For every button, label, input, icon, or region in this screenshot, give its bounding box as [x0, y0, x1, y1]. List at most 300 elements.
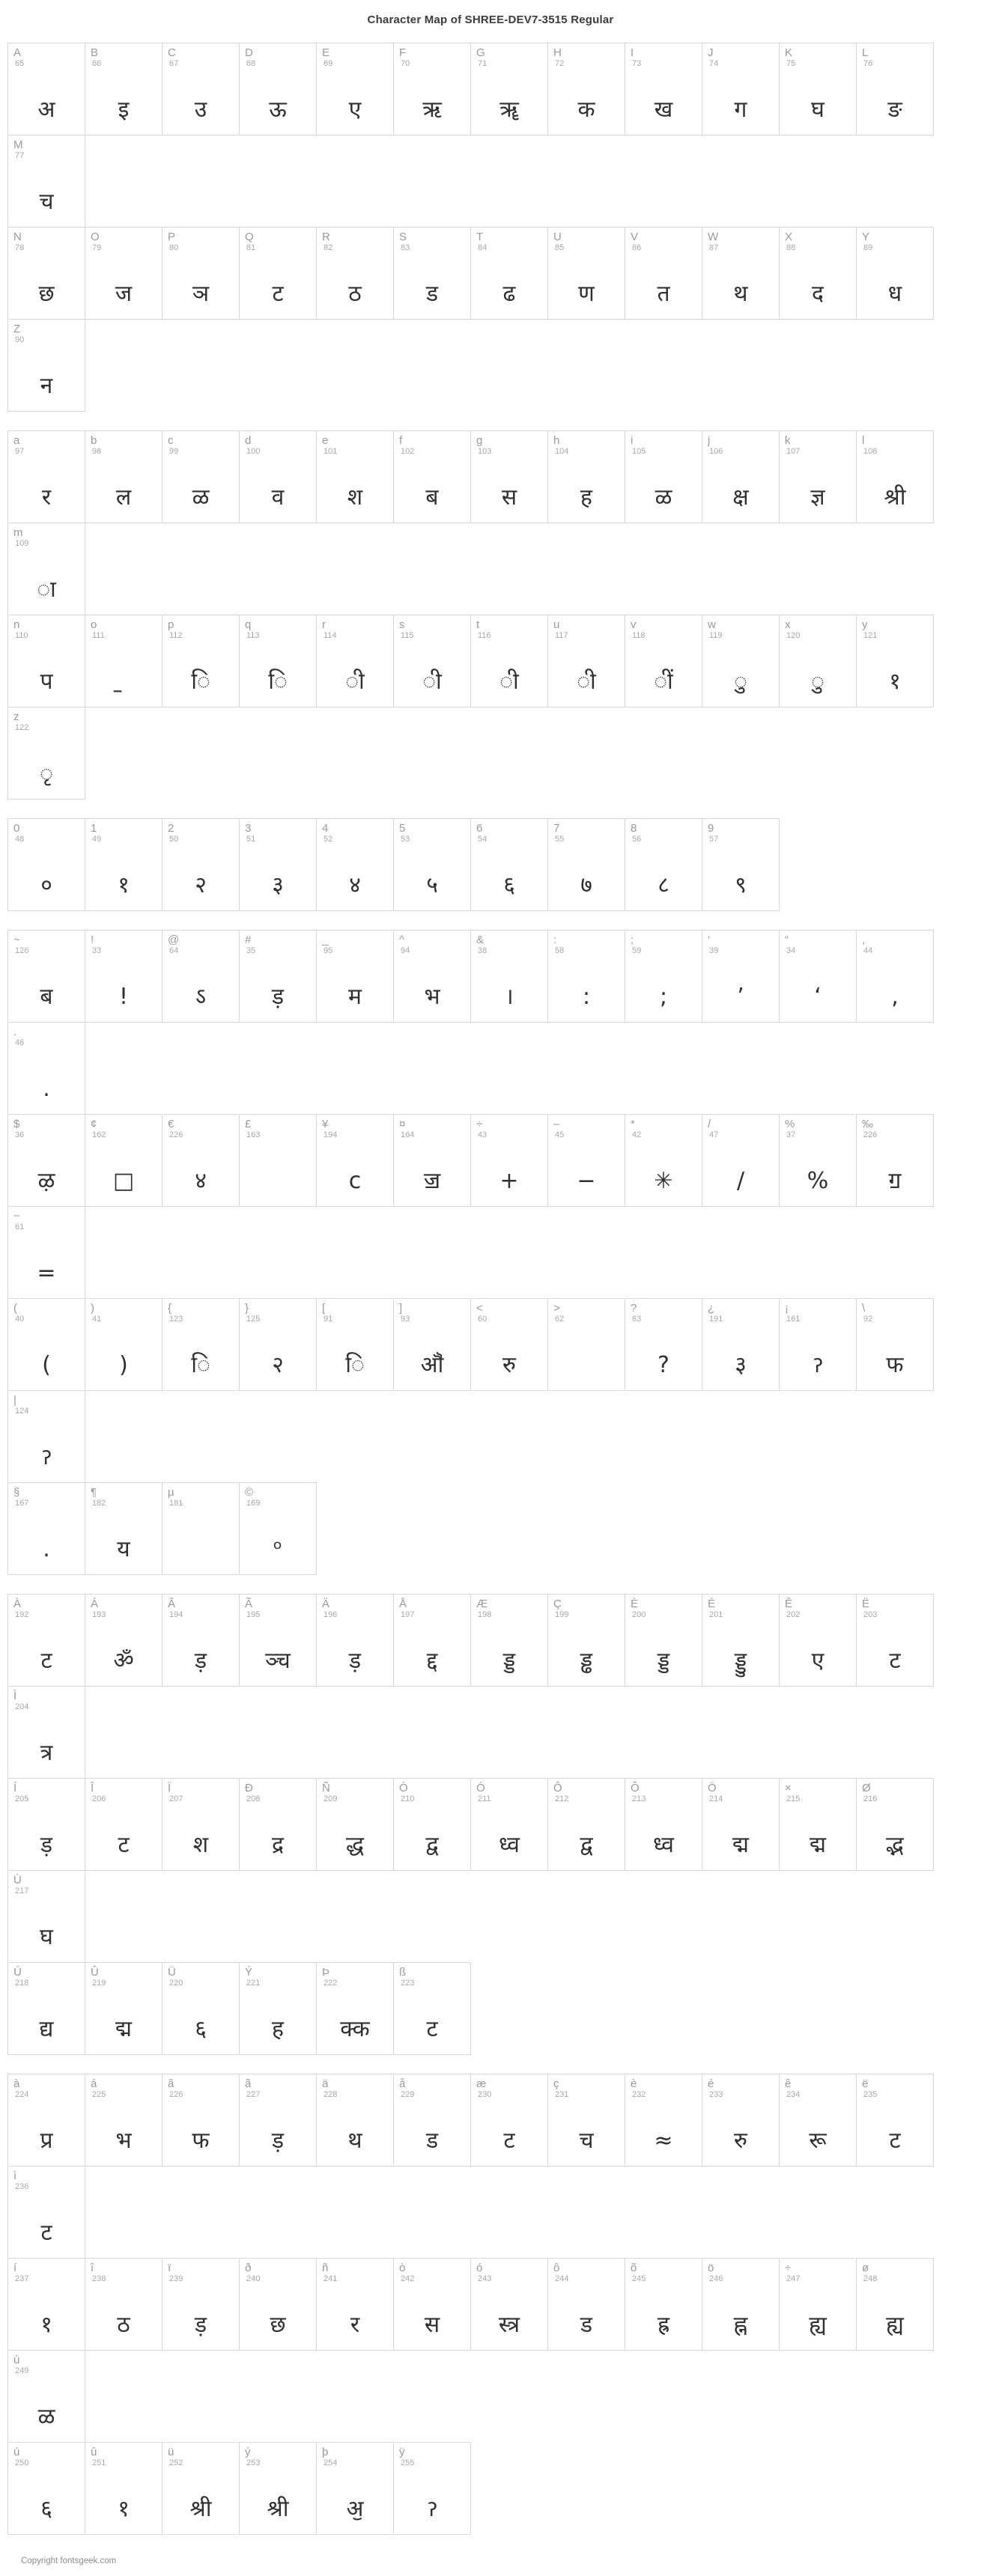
char-code-label: Õ [631, 1782, 640, 1794]
char-code-label: Û [91, 1966, 99, 1979]
char-glyph: अ [37, 97, 55, 123]
char-cell[interactable] [625, 930, 702, 1023]
char-cell[interactable] [625, 1778, 702, 1871]
char-glyph: ि [191, 1352, 210, 1378]
char-cell[interactable] [856, 615, 934, 707]
char-cell[interactable] [547, 930, 625, 1023]
char-cell[interactable] [162, 615, 240, 707]
char-cell[interactable] [547, 818, 625, 911]
char-code-label: O [91, 231, 100, 243]
char-code-number: 217 [15, 1887, 29, 1896]
char-cell[interactable] [85, 1482, 163, 1575]
char-cell[interactable] [393, 930, 471, 1023]
char-cell[interactable] [7, 2442, 85, 2535]
char-code-label: 4 [322, 822, 329, 835]
char-cell[interactable] [393, 818, 471, 911]
char-cell[interactable] [702, 227, 780, 320]
char-cell[interactable] [316, 227, 394, 320]
char-code-label: ( [13, 1302, 17, 1315]
char-cell[interactable] [316, 2074, 394, 2167]
char-cell[interactable] [85, 1962, 163, 2055]
char-cell[interactable] [85, 2074, 163, 2167]
char-code-label: å [399, 2077, 406, 2090]
char-code-label: õ [631, 2262, 637, 2274]
char-code-number: 212 [555, 1794, 569, 1803]
char-glyph: ऋ [422, 97, 442, 123]
char-code-number: 195 [246, 1610, 261, 1619]
char-cell[interactable] [7, 1962, 85, 2055]
char-glyph: ड़ [40, 1832, 53, 1858]
char-code-number: 112 [169, 631, 183, 640]
char-row [7, 615, 974, 799]
char-code-label: Ü [168, 1966, 176, 1979]
char-glyph: प [40, 669, 53, 695]
char-cell[interactable] [239, 2074, 317, 2167]
char-cell[interactable] [393, 2442, 471, 2535]
char-cell[interactable] [85, 43, 163, 136]
char-cell[interactable] [470, 2258, 548, 2351]
char-cell[interactable] [547, 1114, 625, 1207]
char-glyph: ऽ [195, 984, 206, 1010]
char-cell[interactable] [239, 818, 317, 911]
char-cell[interactable] [85, 930, 163, 1023]
char-cell[interactable] [316, 43, 394, 136]
char-cell[interactable] [85, 227, 163, 320]
char-glyph: द [812, 281, 824, 307]
char-code-label: ù [13, 2354, 20, 2366]
char-glyph: . [43, 1076, 50, 1102]
char-glyph: ञ [192, 281, 210, 307]
char-cell[interactable] [316, 1962, 394, 2055]
char-code-number: 76 [863, 59, 873, 68]
char-glyph: ठ [117, 2312, 130, 2338]
char-code-number: 245 [632, 2274, 646, 2283]
char-cell[interactable] [7, 227, 85, 320]
char-cell[interactable] [702, 818, 780, 911]
char-code-number: 81 [246, 243, 256, 252]
char-cell[interactable] [162, 1778, 240, 1871]
char-cell[interactable] [547, 1594, 625, 1687]
char-cell[interactable] [547, 2074, 625, 2167]
char-cell[interactable] [316, 1298, 394, 1391]
char-code-number: 205 [15, 1794, 29, 1803]
char-code-number: 59 [632, 946, 642, 955]
char-cell[interactable] [85, 818, 163, 911]
char-cell[interactable] [85, 430, 163, 523]
char-cell[interactable] [393, 1114, 471, 1207]
char-cell[interactable] [856, 1594, 934, 1687]
char-cell[interactable] [779, 227, 857, 320]
char-cell[interactable] [470, 1298, 548, 1391]
char-glyph: ह्य [886, 2312, 904, 2338]
char-cell[interactable] [779, 430, 857, 523]
char-glyph: ॽ [426, 2496, 438, 2522]
char-cell[interactable] [7, 707, 85, 800]
char-glyph: ब [425, 484, 439, 511]
char-glyph: र [350, 2312, 360, 2338]
char-cell[interactable] [7, 1686, 85, 1779]
char-code-number: 51 [246, 835, 256, 844]
char-cell[interactable] [393, 2074, 471, 2167]
char-code-number: 83 [401, 243, 410, 252]
char-glyph: ॼ [423, 1168, 441, 1194]
char-cell[interactable] [7, 319, 85, 412]
char-cell[interactable] [625, 615, 702, 707]
char-glyph: ह्न [733, 2312, 748, 2338]
char-cell[interactable] [856, 1114, 934, 1207]
char-cell[interactable] [393, 1778, 471, 1871]
char-cell[interactable] [702, 1298, 780, 1391]
char-cell[interactable] [239, 930, 317, 1023]
char-cell[interactable] [470, 2074, 548, 2167]
char-glyph: ४ [349, 872, 361, 898]
char-code-number: 86 [632, 243, 642, 252]
char-code-number: 99 [169, 447, 179, 456]
char-cell[interactable] [856, 43, 934, 136]
char-cell[interactable] [239, 227, 317, 320]
char-cell[interactable] [162, 227, 240, 320]
char-cell[interactable] [547, 1778, 625, 1871]
char-cell[interactable] [547, 227, 625, 320]
char-cell[interactable] [779, 1778, 857, 1871]
char-cell[interactable] [856, 2074, 934, 2167]
char-glyph: : [582, 984, 591, 1010]
char-glyph: द्म [732, 1832, 749, 1858]
char-cell[interactable] [393, 2258, 471, 2351]
char-cell[interactable] [239, 43, 317, 136]
char-code-number: 182 [92, 1499, 106, 1508]
char-cell[interactable] [316, 1778, 394, 1871]
char-code-label: Ø [862, 1782, 871, 1794]
char-cell[interactable] [625, 2258, 702, 2351]
char-cell[interactable] [856, 227, 934, 320]
char-cell[interactable] [7, 1298, 85, 1391]
char-cell[interactable] [393, 615, 471, 707]
char-cell[interactable] [7, 2258, 85, 2351]
char-glyph: द्य [39, 2016, 54, 2042]
char-cell[interactable] [702, 930, 780, 1023]
char-cell[interactable] [470, 1594, 548, 1687]
char-glyph: ट [889, 1648, 901, 1674]
char-cell[interactable] [625, 2074, 702, 2167]
char-code-number: 162 [92, 1130, 106, 1139]
char-cell[interactable] [7, 2166, 85, 2259]
char-code-label: Ý [245, 1966, 253, 1979]
char-cell[interactable] [7, 135, 85, 228]
char-code-number: 234 [786, 2090, 801, 2099]
char-cell[interactable] [162, 1962, 240, 2055]
char-cell[interactable] [162, 1482, 240, 1575]
copyright-footer: Copyright fontsgeek.com [21, 2557, 117, 2566]
char-code-label: Ô [553, 1782, 562, 1794]
char-cell[interactable] [625, 1594, 702, 1687]
char-code-number: 35 [246, 946, 256, 955]
char-code-label: v [631, 618, 637, 631]
char-glyph: ॻ [888, 1168, 902, 1194]
char-cell[interactable] [162, 2442, 240, 2535]
char-cell[interactable] [779, 2258, 857, 2351]
char-cell[interactable] [702, 430, 780, 523]
char-cell[interactable] [779, 43, 857, 136]
char-code-number: 102 [401, 447, 415, 456]
char-glyph: द्र [272, 1832, 284, 1858]
char-code-number: 236 [15, 2182, 29, 2191]
char-cell[interactable] [7, 1870, 85, 1963]
char-code-number: 225 [92, 2090, 106, 2099]
char-code-label: $ [13, 1118, 20, 1130]
char-cell[interactable] [7, 1206, 85, 1299]
char-code-label: A [13, 46, 22, 59]
char-code-label: â [168, 2077, 174, 2090]
char-cell[interactable] [85, 1298, 163, 1391]
char-glyph: ट [40, 2220, 52, 2246]
char-code-label: Ú [13, 1966, 22, 1979]
char-cell[interactable] [393, 1962, 471, 2055]
char-cell[interactable] [162, 43, 240, 136]
char-glyph: ज्ञ [810, 484, 825, 511]
char-glyph: थ [733, 281, 748, 307]
char-glyph: ६ [195, 2016, 207, 2042]
char-glyph: / [736, 1168, 745, 1194]
char-code-label: Ì [13, 1690, 17, 1702]
char-code-label: î [91, 2262, 94, 2274]
char-cell[interactable] [470, 43, 548, 136]
char-cell[interactable] [316, 818, 394, 911]
char-cell[interactable] [85, 1594, 163, 1687]
char-cell[interactable] [7, 1114, 85, 1207]
char-cell[interactable] [239, 1962, 317, 2055]
char-cell[interactable] [547, 43, 625, 136]
char-code-label: Þ [322, 1966, 330, 1979]
char-code-label: i [631, 434, 634, 447]
char-cell[interactable] [7, 430, 85, 523]
char-cell[interactable] [162, 2074, 240, 2167]
char-glyph: त [657, 281, 670, 307]
char-code-label: 7 [553, 822, 560, 835]
char-code-label: ë [862, 2077, 869, 2090]
char-cell[interactable] [702, 43, 780, 136]
char-cell[interactable] [547, 2258, 625, 2351]
char-cell[interactable] [470, 1114, 548, 1207]
char-code-number: 101 [324, 447, 338, 456]
char-glyph: ल [115, 484, 132, 511]
char-cell[interactable] [162, 430, 240, 523]
char-cell[interactable] [85, 2258, 163, 2351]
char-cell[interactable] [779, 615, 857, 707]
char-cell[interactable] [316, 1114, 394, 1207]
char-cell[interactable] [856, 1778, 934, 1871]
char-cell[interactable] [625, 43, 702, 136]
char-cell[interactable] [779, 1594, 857, 1687]
char-code-number: 216 [863, 1794, 878, 1803]
char-code-number: 194 [324, 1130, 338, 1139]
char-cell[interactable] [393, 227, 471, 320]
char-code-number: 36 [15, 1130, 25, 1139]
char-cell[interactable] [7, 43, 85, 136]
char-cell[interactable] [393, 43, 471, 136]
char-glyph: उ [194, 97, 207, 123]
char-cell[interactable] [547, 430, 625, 523]
char-glyph: ट [272, 281, 284, 307]
char-code-label: & [476, 934, 485, 946]
char-cell[interactable] [393, 1594, 471, 1687]
char-cell[interactable] [162, 1114, 240, 1207]
char-cell[interactable] [470, 818, 548, 911]
char-code-label: À [13, 1598, 22, 1610]
char-cell[interactable] [85, 1114, 163, 1207]
char-glyph: ड [425, 2128, 439, 2154]
char-cell[interactable] [625, 1114, 702, 1207]
char-code-number: 34 [786, 946, 796, 955]
char-glyph: ी [422, 669, 442, 695]
char-code-number: 248 [863, 2274, 878, 2283]
char-cell[interactable] [316, 430, 394, 523]
char-glyph: ॵ [420, 1352, 444, 1378]
char-cell[interactable] [702, 1594, 780, 1687]
char-code-label: 1 [91, 822, 97, 835]
char-cell[interactable] [547, 615, 625, 707]
char-code-label: ý [245, 2446, 251, 2458]
char-cell[interactable] [625, 430, 702, 523]
char-cell[interactable] [7, 1778, 85, 1871]
char-cell[interactable] [162, 1594, 240, 1687]
char-cell[interactable] [7, 2074, 85, 2167]
char-cell[interactable] [779, 930, 857, 1023]
char-cell[interactable] [239, 1778, 317, 1871]
char-code-label: R [322, 231, 330, 243]
char-cell[interactable] [316, 2258, 394, 2351]
char-cell[interactable] [85, 1778, 163, 1871]
char-code-label: m [13, 526, 23, 539]
char-cell[interactable] [239, 430, 317, 523]
char-code-label: s [399, 618, 405, 631]
char-cell[interactable] [239, 1298, 317, 1391]
char-cell[interactable] [7, 1594, 85, 1687]
char-cell[interactable] [239, 615, 317, 707]
char-cell[interactable] [393, 430, 471, 523]
character-grid [7, 43, 974, 2534]
char-code-label: æ [476, 2077, 487, 2090]
char-cell[interactable] [239, 1594, 317, 1687]
char-code-label: ¶ [91, 1486, 97, 1499]
char-code-number: 53 [401, 835, 410, 844]
char-cell[interactable] [625, 818, 702, 911]
char-cell[interactable] [625, 1298, 702, 1391]
char-cell[interactable] [856, 430, 934, 523]
char-glyph: ी [345, 669, 365, 695]
char-code-label: ¥ [322, 1118, 329, 1130]
char-cell[interactable] [85, 2442, 163, 2535]
char-code-label: ß [399, 1966, 407, 1979]
char-cell[interactable] [239, 1482, 317, 1575]
char-glyph: c [348, 1168, 362, 1194]
char-cell[interactable] [239, 2442, 317, 2535]
char-cell[interactable] [162, 930, 240, 1023]
char-cell[interactable] [470, 615, 548, 707]
char-code-label: Z [13, 323, 21, 335]
char-cell[interactable] [239, 2258, 317, 2351]
char-cell[interactable] [470, 930, 548, 1023]
char-glyph: ि [268, 669, 288, 695]
char-cell[interactable] [470, 1778, 548, 1871]
char-code-label: ì [13, 2169, 17, 2182]
char-code-label: ã [245, 2077, 252, 2090]
char-cell[interactable] [7, 1482, 85, 1575]
char-glyph: द्भ [886, 1832, 904, 1858]
char-cell[interactable] [702, 1114, 780, 1207]
char-cell[interactable] [85, 615, 163, 707]
char-cell[interactable] [316, 615, 394, 707]
char-code-number: 80 [169, 243, 179, 252]
char-code-label: L [862, 46, 869, 59]
char-glyph: व [271, 484, 285, 511]
char-code-label: U [553, 231, 562, 243]
char-code-number: 126 [15, 946, 29, 955]
char-code-number: 201 [709, 1610, 723, 1619]
char-cell[interactable] [702, 1778, 780, 1871]
char-cell[interactable] [7, 523, 85, 615]
char-glyph: रू [809, 2128, 827, 2154]
char-glyph: रु [502, 1352, 516, 1378]
char-cell[interactable] [7, 818, 85, 911]
char-cell[interactable] [162, 818, 240, 911]
char-cell[interactable] [856, 930, 934, 1023]
char-cell[interactable] [702, 615, 780, 707]
char-cell[interactable] [162, 1298, 240, 1391]
char-cell[interactable] [162, 2258, 240, 2351]
char-glyph: ३ [735, 1352, 747, 1378]
char-cell[interactable] [7, 930, 85, 1023]
char-cell[interactable] [547, 1298, 625, 1391]
char-cell[interactable] [7, 2350, 85, 2443]
char-glyph: ऊ [269, 97, 287, 123]
char-code-number: 88 [786, 243, 796, 252]
char-cell[interactable] [316, 930, 394, 1023]
char-cell[interactable] [7, 1390, 85, 1483]
char-cell[interactable] [316, 2442, 394, 2535]
char-code-label: > [553, 1302, 560, 1315]
char-glyph: ✳ [654, 1168, 673, 1194]
char-code-label: Í [13, 1782, 17, 1794]
char-cell[interactable] [856, 1298, 934, 1391]
char-cell[interactable] [239, 1114, 317, 1207]
char-cell[interactable] [779, 2074, 857, 2167]
char-cell[interactable] [625, 227, 702, 320]
char-cell[interactable] [702, 2074, 780, 2167]
char-glyph: य [117, 1536, 130, 1562]
char-glyph: ड्ड [502, 1648, 516, 1674]
char-code-number: 74 [709, 59, 719, 68]
char-code-number: 244 [555, 2274, 569, 2283]
char-code-number: 62 [555, 1315, 565, 1324]
char-cell[interactable] [470, 227, 548, 320]
char-cell[interactable] [393, 1298, 471, 1391]
char-cell[interactable] [702, 2258, 780, 2351]
char-glyph: ह्य [809, 2312, 827, 2338]
char-cell[interactable] [779, 1298, 857, 1391]
char-code-number: 77 [15, 151, 25, 160]
char-glyph: ए [811, 1648, 824, 1674]
char-cell[interactable] [316, 1594, 394, 1687]
char-cell[interactable] [7, 615, 85, 707]
char-code-label: @ [168, 934, 180, 946]
char-cell[interactable] [779, 1114, 857, 1207]
char-cell[interactable] [470, 430, 548, 523]
char-row [7, 1594, 974, 1778]
char-code-label: F [399, 46, 407, 59]
char-cell[interactable] [7, 1022, 85, 1115]
char-cell[interactable] [856, 2258, 934, 2351]
